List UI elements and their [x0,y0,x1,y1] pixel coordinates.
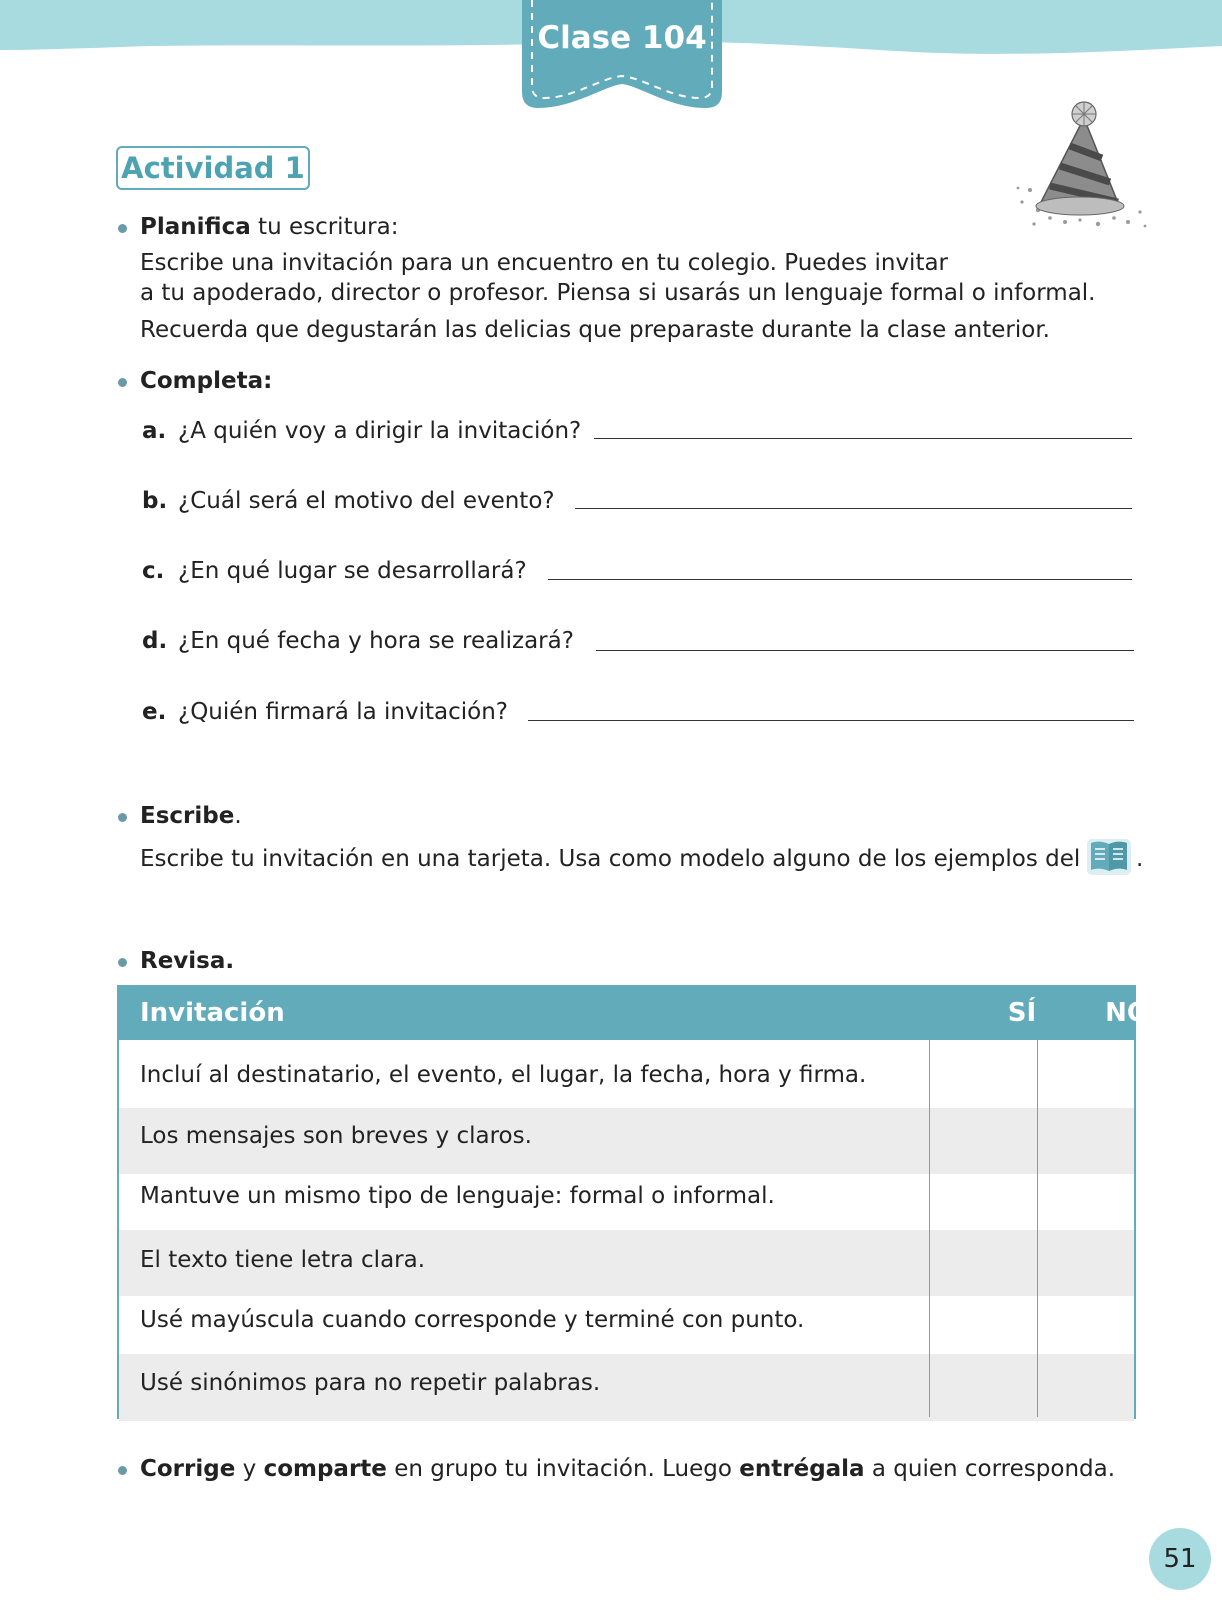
planifica-bold: Planifica [140,214,251,240]
answer-line-b[interactable] [575,508,1132,509]
question-letter: c. [142,558,165,584]
book-icon [1086,836,1132,878]
question-letter: d. [142,628,168,654]
review-table [117,985,1149,1419]
answer-line-e[interactable] [528,720,1134,721]
row-text: El texto tiene letra clara. [140,1247,426,1273]
table-row [119,1230,1134,1296]
bullet [118,958,127,967]
planifica-rest: tu escritura: [250,214,399,240]
question-letter: b. [142,488,168,514]
row-text: Incluí al destinatario, el evento, el lugar, la fecha, hora y firma. [140,1062,867,1088]
clase-tab [520,0,724,112]
party-hat-icon [1010,98,1150,244]
corrige-text: en grupo tu invitación. Luego [386,1456,740,1482]
row-text: Los mensajes son breves y claros. [140,1123,532,1149]
completa-heading: Completa: [140,368,273,394]
planifica-line: Escribe una invitación para un encuentro en tu colegio. Puedes invitar [140,250,949,276]
row-text: Mantuve un mismo tipo de lenguaje: formal o informal. [140,1183,775,1209]
table-header [119,987,1149,1040]
table-row [119,1174,1134,1230]
entregala-bold: entrégala [739,1456,865,1482]
table-row [119,1040,1134,1108]
question-letter: e. [142,699,167,725]
column-divider [929,987,930,1417]
answer-line-c[interactable] [548,579,1132,580]
table-row [119,1108,1134,1174]
revisa-heading: Revisa. [140,948,235,974]
table-row [119,1354,1134,1421]
planifica-line: Recuerda que degustarán las delicias que preparaste durante la clase anterior. [140,317,1050,343]
escribe-text: Escribe tu invitación en una tarjeta. Usa como modelo alguno de los ejemplos del [140,846,1081,872]
planifica-line: a tu apoderado, director o profesor. Piensa si usarás un lenguaje formal o informal. [140,280,1096,306]
bullet [118,378,127,387]
escribe-bold: Escribe [140,803,235,829]
bullet [118,224,127,233]
answer-line-d[interactable] [596,650,1134,651]
row-text: Usé mayúscula cuando corresponde y terminé con punto. [140,1307,805,1333]
planifica-heading [140,212,398,242]
bullet [118,813,127,822]
escribe-heading [140,801,242,831]
corrige-bold: Corrige [140,1456,236,1482]
question-text: ¿Quién firmará la invitación? [178,699,508,725]
row-text: Usé sinónimos para no repetir palabras. [140,1370,601,1396]
page-number: 51 [1149,1528,1211,1590]
question-text: ¿A quién voy a dirigir la invitación? [178,418,582,444]
header-invitacion: Invitación [140,998,285,1028]
answer-line-a[interactable] [594,438,1132,439]
activity-title: Actividad 1 [116,146,310,190]
comparte-bold: comparte [263,1456,387,1482]
corrige-line [140,1454,1115,1484]
header-si: SÍ [1007,998,1037,1028]
table-row [119,1296,1134,1354]
escribe-dot: . [234,803,242,829]
question-letter: a. [142,418,167,444]
question-text: ¿En qué fecha y hora se realizará? [178,628,574,654]
question-text: ¿En qué lugar se desarrollará? [178,558,527,584]
header-no: NO [1105,998,1149,1028]
question-text: ¿Cuál será el motivo del evento? [178,488,555,514]
clase-title: Clase 104 [537,20,707,56]
corrige-text: a quien corresponda. [864,1456,1116,1482]
bullet [118,1466,127,1475]
column-divider [1037,987,1038,1417]
corrige-text: y [235,1456,264,1482]
escribe-trailing: . [1136,846,1144,872]
